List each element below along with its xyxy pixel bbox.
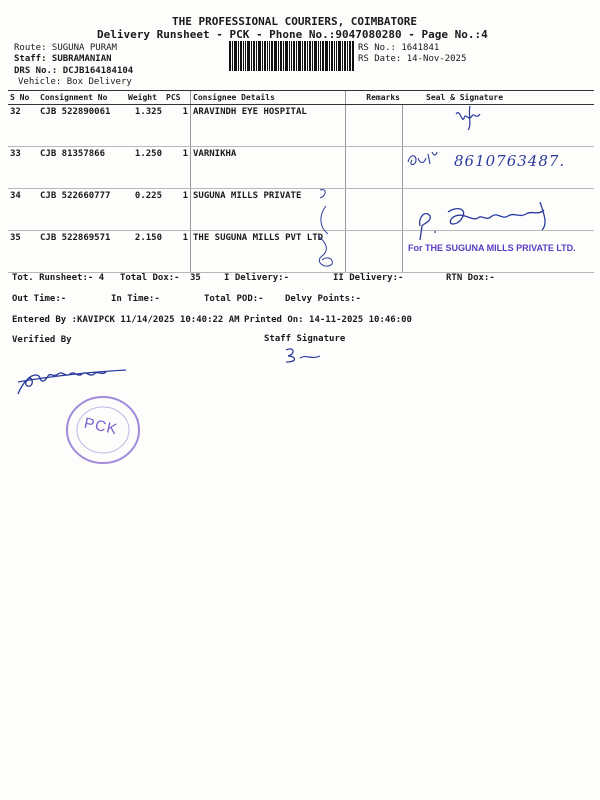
row32-signature-mark (450, 104, 490, 134)
vehicle: Vehicle: Box Delivery (18, 77, 132, 87)
row35-signature (412, 196, 562, 244)
row-consignment: CJB 81357866 (38, 147, 126, 189)
col-sno: S No (8, 91, 38, 105)
printed-on: Printed On: 14-11-2025 10:46:00 (244, 315, 412, 325)
drs-number: DRS No.: DCJB164184104 (14, 66, 134, 76)
row-pcs: 1 (164, 189, 191, 231)
total-dox-label: Total Dox:- (120, 273, 180, 283)
row-remarks (346, 105, 403, 147)
remarks-scribble-mark (306, 186, 342, 276)
col-remarks: Remarks (346, 91, 403, 105)
row-consignment: CJB 522660777 (38, 189, 126, 231)
i-delivery: I Delivery:- (224, 273, 290, 283)
col-seal: Seal & Signature (402, 91, 594, 105)
total-pod: Total POD:- (204, 294, 264, 304)
staff-signature-label: Staff Signature (264, 334, 346, 344)
row-consignee: SUGUNA MILLS PRIVATE (191, 189, 346, 231)
entered-by: Entered By :KAVIPCK 11/14/2025 10:40:22 AM (12, 315, 240, 325)
total-runsheet: Tot. Runsheet:- 4 (12, 273, 105, 283)
row-consignment: CJB 522869571 (38, 231, 126, 273)
total-dox-value: 35 (190, 273, 201, 283)
row-pcs: 1 (164, 105, 191, 147)
row-weight: 2.150 (126, 231, 164, 273)
row-weight: 1.250 (126, 147, 164, 189)
col-weight: Weight (126, 91, 164, 105)
staff: Staff: SUBRAMANIAN (14, 54, 112, 64)
row-sno: 33 (8, 147, 38, 189)
col-consignment: Consignment No (38, 91, 126, 105)
suguna-seal-stamp: For THE SUGUNA MILLS PRIVATE LTD. (408, 243, 576, 253)
pck-stamp-text: PCK (82, 414, 120, 439)
row-consignee: ARAVINDH EYE HOSPITAL (191, 105, 346, 147)
row33-handwritten-phone: 8610763487. (454, 152, 566, 170)
row-remarks (346, 231, 403, 273)
rs-date: RS Date: 14-Nov-2025 (358, 54, 467, 64)
rtn-dox: RTN Dox:- (446, 273, 495, 283)
delvy-points: Delvy Points:- (285, 294, 361, 304)
rs-number: RS No.: 1641841 (358, 43, 440, 53)
table-row (8, 105, 594, 147)
row-consignee: THE SUGUNA MILLS PVT LTD (191, 231, 346, 273)
verified-by-label: Verified By (12, 335, 72, 345)
table-header-row (8, 91, 594, 105)
company-title: THE PROFESSIONAL COURIERS, COIMBATORE (172, 15, 418, 28)
row-remarks (346, 147, 403, 189)
ii-delivery: II Delivery:- (333, 273, 404, 283)
in-time: In Time:- (111, 294, 160, 304)
staff-signature-mark (280, 344, 324, 366)
runsheet-subtitle: Delivery Runsheet - PCK - Phone No.:9047080280 - Page No.:4 (97, 28, 488, 41)
row-pcs: 1 (164, 231, 191, 273)
row-weight: 1.325 (126, 105, 164, 147)
row-consignee: VARNIKHA (191, 147, 346, 189)
row-sno: 35 (8, 231, 38, 273)
route: Route: SUGUNA PURAM (14, 43, 117, 53)
row-consignment: CJB 522890061 (38, 105, 126, 147)
row-seal (402, 105, 594, 147)
row-pcs: 1 (164, 147, 191, 189)
row33-signature-mark (404, 148, 440, 170)
col-pcs: PCS (164, 91, 191, 105)
barcode (229, 41, 354, 71)
row-sno: 34 (8, 189, 38, 231)
row-remarks (346, 189, 403, 231)
col-consignee: Consignee Details (191, 91, 346, 105)
row-sno: 32 (8, 105, 38, 147)
out-time: Out Time:- (12, 294, 67, 304)
row-weight: 0.225 (126, 189, 164, 231)
